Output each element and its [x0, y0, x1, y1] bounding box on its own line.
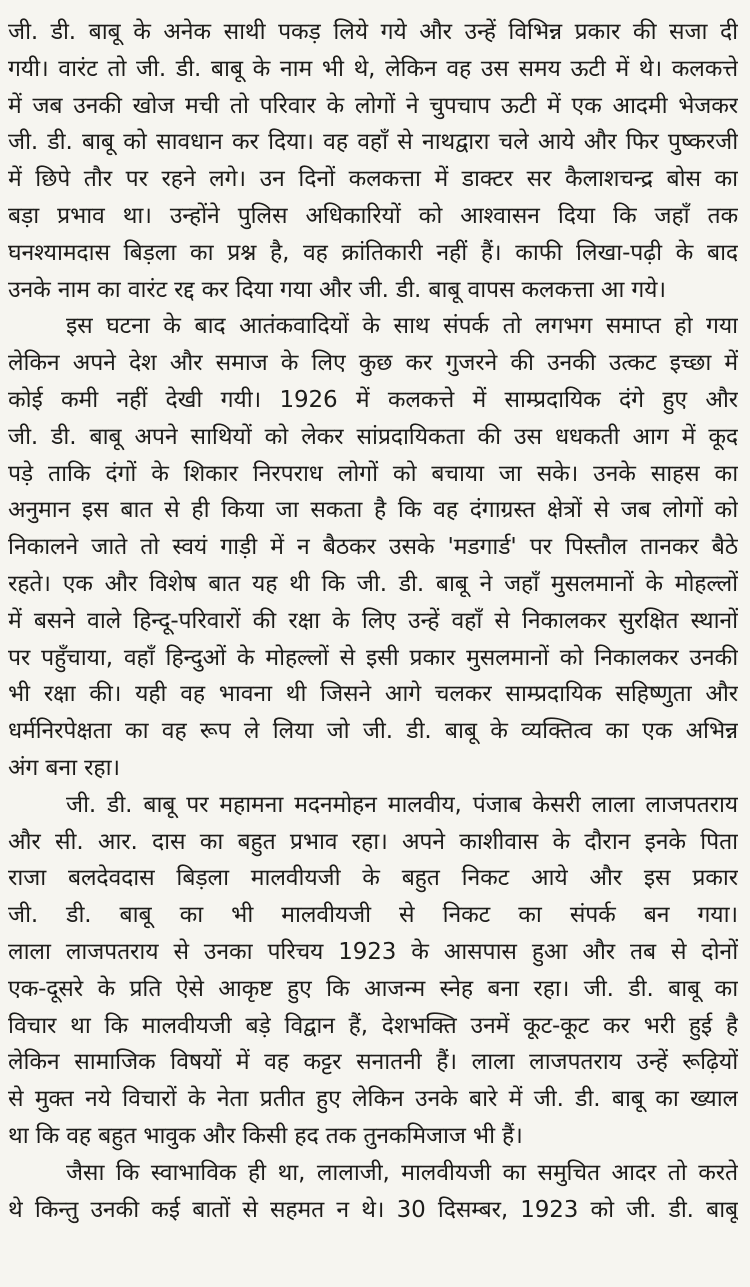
- text-line: में बसने वाले हिन्दू-परिवारों की रक्षा के लिए उन्हें वहाँ से निकालकर सुरक्षित स्थानों: [8, 607, 738, 634]
- text-line: पर पहुँचाया, वहाँ हिन्दुओं के मोहल्लों से इसी प्रकार मुसलमानों को निकालकर उनकी: [8, 644, 738, 671]
- text-line: विचार था कि मालवीयजी बड़े विद्वान हैं, देशभक्ति उनमें कूट-कूट कर भरी हुई है: [8, 1012, 738, 1039]
- text-line: निकालने जाते तो स्वयं गाड़ी में न बैठकर उसके 'मडगार्ड' पर पिस्तौल तानकर बैठे: [8, 534, 738, 561]
- paragraph-2: [8, 308, 738, 786]
- text-line: इस घटना के बाद आतंकवादियों के साथ संपर्क तो लगभग समाप्त हो गया: [66, 313, 738, 340]
- text-line: लेकिन सामाजिक विषयों में वह कट्टर सनातनी हैं। लाला लाजपतराय उन्हें रूढ़ियों: [8, 1049, 738, 1076]
- text-line: कोई कमी नहीं देखी गयी। 1926 में कलकत्ते में साम्प्रदायिक दंगे हुए और: [8, 386, 738, 413]
- text-line: जी. डी. बाबू पर महामना मदनमोहन मालवीय, पंजाब केसरी लाला लाजपतराय: [66, 791, 738, 818]
- text-line: लेकिन अपने देश और समाज के लिए कुछ कर गुजरने की उनकी उत्कट इच्छा में: [8, 350, 738, 377]
- text-line: राजा बलदेवदास बिड़ला मालवीयजी के बहुत निकट आये और इस प्रकार: [8, 865, 738, 892]
- text-line: पड़े ताकि दंगों के शिकार निरपराध लोगों को बचाया जा सके। उनके साहस का: [8, 460, 738, 487]
- text-line: में छिपे तौर पर रहने लगे। उन दिनों कलकत्ता में डाक्टर सर कैलाशचन्द्र बोस का: [8, 166, 738, 193]
- text-line: था कि वह बहुत भावुक और किसी हद तक तुनकमिजाज भी हैं।: [8, 1122, 523, 1149]
- paragraph-1: [8, 14, 738, 308]
- text-line: बड़ा प्रभाव था। उन्होंने पुलिस अधिकारियों को आश्वासन दिया कि जहाँ तक: [8, 202, 738, 229]
- text-line: घनश्यामदास बिड़ला का प्रश्न है, वह क्रांतिकारी नहीं हैं। काफी लिखा-पढ़ी के बाद: [8, 239, 738, 266]
- paragraph-3: [8, 787, 738, 1155]
- text-line: धर्मनिरपेक्षता का वह रूप ले लिया जो जी. डी. बाबू के व्यक्तित्व का एक अभिन्न: [8, 718, 738, 745]
- text-line: से मुक्त नये विचारों के नेता प्रतीत हुए लेकिन उनके बारे में जी. डी. बाबू का ख्याल: [8, 1086, 738, 1113]
- text-line: लाला लाजपतराय से उनका परिचय 1923 के आसपास हुआ और तब से दोनों: [8, 938, 738, 965]
- text-line: रहते। एक और विशेष बात यह थी कि जी. डी. बाबू ने जहाँ मुसलमानों के मोहल्लों: [8, 570, 738, 597]
- text-line: जी. डी. बाबू का भी मालवीयजी से निकट का संपर्क बन गया।: [8, 902, 738, 929]
- text-line: जी. डी. बाबू के अनेक साथी पकड़ लिये गये और उन्हें विभिन्न प्रकार की सजा दी: [8, 19, 738, 45]
- text-line: एक-दूसरे के प्रति ऐसे आकृष्ट हुए कि आजन्म स्नेह बना रहा। जी. डी. बाबू का: [8, 975, 738, 1002]
- text-line: जैसा कि स्वाभाविक ही था, लालाजी, मालवीयजी का समुचित आदर तो करते: [66, 1159, 738, 1186]
- text-line: भी रक्षा की। यही वह भावना थी जिसने आगे चलकर साम्प्रदायिक सहिष्णुता और: [8, 681, 738, 708]
- paragraph-4: [8, 1155, 738, 1229]
- text-line: अनुमान इस बात से ही किया जा सकता है कि वह दंगाग्रस्त क्षेत्रों से जब लोगों को: [8, 497, 738, 524]
- text-line: अंग बना रहा।: [8, 754, 120, 781]
- text-line: और सी. आर. दास का बहुत प्रभाव रहा। अपने काशीवास के दौरान इनके पिता: [8, 828, 738, 855]
- text-line: उनके नाम का वारंट रद्द कर दिया गया और जी. डी. बाबू वापस कलकत्ता आ गये।: [8, 276, 666, 303]
- text-line: में जब उनकी खोज मची तो परिवार के लोगों ने चुपचाप ऊटी में एक आदमी भेजकर: [8, 92, 738, 119]
- text-line: थे किन्तु उनकी कई बातों से सहमत न थे। 30 दिसम्बर, 1923 को जी. डी. बाबू: [8, 1196, 738, 1223]
- text-line: जी. डी. बाबू अपने साथियों को लेकर सांप्रदायिकता की उस धधकती आग में कूद: [8, 423, 738, 450]
- text-line: गयी। वारंट तो जी. डी. बाबू के नाम भी थे, लेकिन वह उस समय ऊटी में थे। कलकत्ते: [8, 55, 738, 82]
- text-line: जी. डी. बाबू को सावधान कर दिया। वह वहाँ से नाथद्वारा चले आये और फिर पुष्करजी: [8, 129, 738, 156]
